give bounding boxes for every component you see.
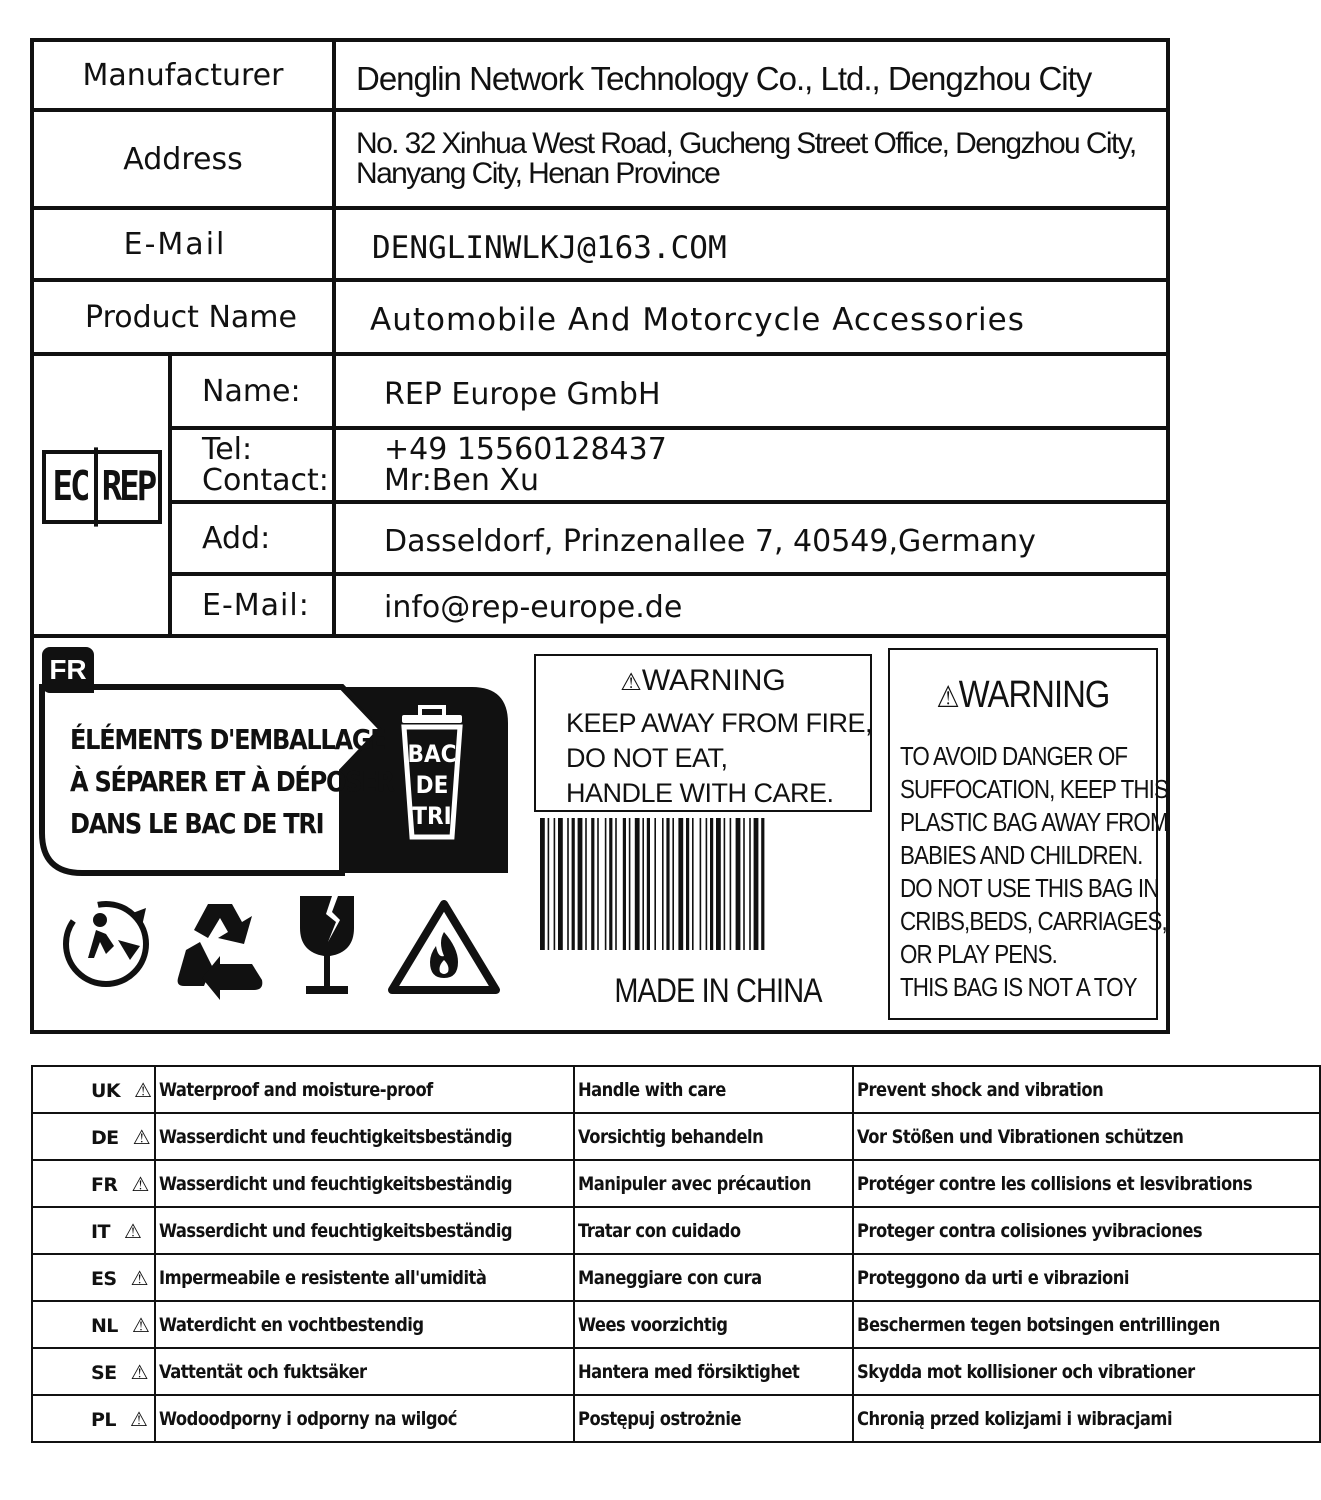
table-row bbox=[32, 1207, 1320, 1254]
barcode-bar bbox=[605, 818, 607, 950]
table-cell bbox=[155, 1207, 574, 1254]
warning-title-text: WARNING bbox=[641, 664, 786, 697]
cell-text: Wees voorzichtig bbox=[577, 1313, 728, 1336]
table-cell bbox=[155, 1348, 574, 1395]
barcode-bar bbox=[567, 818, 569, 950]
recycle-arrows-icon bbox=[174, 894, 266, 998]
bin-text-2: DE bbox=[415, 771, 449, 799]
barcode-bar bbox=[609, 818, 612, 950]
ec-rep-logo-right: REP bbox=[101, 463, 155, 511]
barcode-bar bbox=[585, 818, 587, 950]
warning-triangle-icon: ⚠ bbox=[130, 1265, 148, 1290]
rep-tel-value: +49 15560128437 bbox=[384, 432, 667, 467]
address-line-2: Nanyang City, Henan Province bbox=[356, 157, 720, 190]
table-cell bbox=[155, 1160, 574, 1207]
email-value: DENGLINWLKJ@163.COM bbox=[372, 230, 727, 266]
warning-triangle-icon: ⚠ bbox=[133, 1077, 152, 1102]
cell-text: Waterproof and moisture-proof bbox=[159, 1078, 434, 1101]
barcode-bar bbox=[578, 818, 583, 950]
language-code-cell bbox=[32, 1348, 155, 1395]
table-cell bbox=[853, 1395, 1320, 1442]
barcode-bar bbox=[662, 818, 664, 950]
address-label: Address bbox=[123, 141, 243, 177]
rep-add-label: Add: bbox=[202, 520, 271, 556]
warning-line: DO NOT USE THIS BAG IN bbox=[900, 873, 1159, 903]
rep-contact-label: Contact: bbox=[202, 463, 329, 498]
language-code-cell bbox=[32, 1160, 155, 1207]
multilingual-handling-table bbox=[31, 1065, 1321, 1443]
language-code-cell bbox=[32, 1066, 155, 1113]
barcode-bar bbox=[558, 818, 563, 950]
table-cell bbox=[155, 1066, 574, 1113]
table-cell bbox=[574, 1207, 853, 1254]
cell-text: Vorsichtig behandeln bbox=[577, 1125, 764, 1148]
table-cell bbox=[574, 1301, 853, 1348]
table-row bbox=[32, 1301, 1320, 1348]
table-cell bbox=[574, 1254, 853, 1301]
warning-line: HANDLE WITH CARE. bbox=[566, 778, 834, 808]
triman-line-2: À SÉPARER ET À DÉPOSER bbox=[70, 765, 394, 798]
language-code: PL bbox=[91, 1408, 116, 1431]
warning-triangle-icon: ⚠ bbox=[132, 1124, 150, 1149]
fragile-glass-icon bbox=[296, 894, 358, 998]
warning-body bbox=[566, 706, 872, 811]
warning-triangle-icon: ⚠ bbox=[129, 1406, 148, 1431]
table-cell bbox=[155, 1301, 574, 1348]
table-row bbox=[32, 1395, 1320, 1442]
cell-text: Wodoodporny i odporny na wilgoć bbox=[159, 1407, 458, 1430]
bin-text-3: TRI bbox=[412, 802, 452, 830]
table-cell bbox=[853, 1160, 1320, 1207]
made-in-text: MADE IN CHINA bbox=[614, 972, 822, 1010]
table-cell bbox=[853, 1254, 1320, 1301]
language-code: ES bbox=[91, 1267, 117, 1290]
table-cell bbox=[574, 1160, 853, 1207]
address-value bbox=[336, 112, 1166, 206]
warning-line: TO AVOID DANGER OF bbox=[900, 741, 1128, 771]
barcode bbox=[538, 818, 870, 950]
table-cell bbox=[853, 1113, 1320, 1160]
cell-text: Wasserdicht und feuchtigkeitsbeständig bbox=[159, 1219, 513, 1242]
barcode-bar bbox=[615, 818, 617, 950]
rep-tel-contact-value bbox=[336, 430, 1166, 500]
barcode-bar bbox=[716, 818, 721, 950]
triman-text bbox=[70, 719, 394, 845]
cell-text: Prevent shock and vibration bbox=[856, 1078, 1104, 1101]
cell-text: Postępuj ostrożnie bbox=[577, 1407, 741, 1430]
barcode-bar bbox=[548, 818, 550, 950]
table-cell bbox=[155, 1395, 574, 1442]
barcode-bar bbox=[597, 818, 599, 950]
barcode-bar bbox=[692, 818, 694, 950]
cell-text: Tratar con cuidado bbox=[577, 1219, 741, 1242]
warning-triangle-icon: ⚠ bbox=[123, 1218, 142, 1243]
table-cell bbox=[574, 1066, 853, 1113]
cell-text: Impermeabile e resistente all'umidità bbox=[159, 1266, 487, 1289]
barcode-bar bbox=[623, 818, 626, 950]
barcode-bar bbox=[654, 818, 656, 950]
table-cell bbox=[155, 1113, 574, 1160]
language-code: NL bbox=[91, 1314, 118, 1337]
language-code: UK bbox=[91, 1079, 120, 1102]
warning-line: SUFFOCATION, KEEP THIS bbox=[900, 774, 1169, 804]
cell-text: Beschermen tegen botsingen entrillingen bbox=[856, 1313, 1220, 1336]
barcode-bar bbox=[672, 818, 674, 950]
barcode-bar bbox=[754, 818, 759, 950]
cell-text: Vor Stößen und Vibrationen schützen bbox=[856, 1125, 1184, 1148]
cell-text: Hantera med försiktighet bbox=[577, 1360, 800, 1383]
barcode-bar bbox=[591, 818, 594, 950]
flammable-warning-icon bbox=[386, 898, 502, 998]
rep-email-label: E-Mail: bbox=[202, 587, 310, 623]
tidyman-recycle-icon bbox=[60, 894, 152, 994]
address-line-1: No. 32 Xinhua West Road, Gucheng Street Office, Dengzhou City, bbox=[356, 127, 1136, 160]
barcode-bar bbox=[635, 818, 640, 950]
table-row bbox=[32, 1348, 1320, 1395]
barcode-bar bbox=[572, 818, 575, 950]
table-cell bbox=[574, 1395, 853, 1442]
language-code-cell bbox=[32, 1113, 155, 1160]
rep-tel-label: Tel: bbox=[202, 432, 253, 467]
barcode-bar bbox=[666, 818, 669, 950]
warning-triangle-icon: ⚠ bbox=[131, 1171, 149, 1196]
manufacturer-label: Manufacturer bbox=[82, 57, 284, 93]
email-label: E-Mail bbox=[123, 226, 227, 262]
table-cell bbox=[155, 1254, 574, 1301]
ec-rep-logo-left: EC bbox=[46, 447, 98, 526]
warning-line: PLASTIC BAG AWAY FROM bbox=[900, 807, 1168, 837]
cell-text: Maneggiare con cura bbox=[577, 1266, 762, 1289]
product-name-label: Product Name bbox=[85, 299, 297, 335]
cell-text: Vattentät och fuktsäker bbox=[159, 1360, 367, 1383]
barcode-bar bbox=[540, 818, 545, 950]
barcode-bar bbox=[647, 818, 650, 950]
barcode-bar bbox=[730, 818, 732, 950]
table-row bbox=[32, 1254, 1320, 1301]
table-row bbox=[32, 1066, 1320, 1113]
cell-text: Proteger contra colisiones yvibraciones bbox=[856, 1219, 1202, 1242]
rep-name-label: Name: bbox=[202, 373, 301, 409]
barcode-bar bbox=[743, 818, 745, 950]
cell-text: Wasserdicht und feuchtigkeitsbeständig bbox=[159, 1172, 513, 1195]
language-code-cell bbox=[32, 1207, 155, 1254]
warning-line: DO NOT EAT, bbox=[566, 743, 728, 773]
language-code-cell bbox=[32, 1254, 155, 1301]
rep-add-value: Dasseldorf, Prinzenallee 7, 40549,Germany bbox=[384, 523, 1036, 559]
warning-line: THIS BAG IS NOT A TOY bbox=[900, 972, 1137, 1002]
table-cell bbox=[853, 1207, 1320, 1254]
table-cell bbox=[574, 1113, 853, 1160]
triman-line-3: DANS LE BAC DE TRI bbox=[70, 807, 324, 840]
barcode-bar bbox=[724, 818, 726, 950]
barcode-bar bbox=[678, 818, 683, 950]
warning-triangle-icon: ⚠ bbox=[130, 1359, 148, 1384]
warning-title bbox=[536, 664, 870, 698]
warning-line: CRIBS,BEDS, CARRIAGES, bbox=[900, 906, 1167, 936]
warning-title-text: WARNING bbox=[958, 674, 1110, 716]
warning-body bbox=[900, 740, 1168, 1004]
fr-tag: FR bbox=[42, 647, 94, 693]
table-cell bbox=[853, 1301, 1320, 1348]
triman-line-1: ÉLÉMENTS D'EMBALLAGE bbox=[70, 723, 386, 756]
barcode-bar bbox=[749, 818, 751, 950]
barcode-bar bbox=[700, 818, 702, 950]
rep-tel-contact-label bbox=[172, 430, 332, 500]
language-code: IT bbox=[91, 1220, 110, 1243]
language-code: DE bbox=[91, 1126, 119, 1149]
language-code-cell bbox=[32, 1301, 155, 1348]
warning-box-suffocation bbox=[888, 648, 1169, 1020]
table-row bbox=[32, 1113, 1320, 1160]
warning-triangle-icon: ⚠ bbox=[936, 681, 959, 714]
barcode-bar bbox=[710, 818, 713, 950]
rep-email-value: info@rep-europe.de bbox=[384, 589, 683, 625]
cell-text: Wasserdicht und feuchtigkeitsbeständig bbox=[159, 1125, 513, 1148]
cell-text: Protéger contre les collisions et lesvibrations bbox=[856, 1172, 1252, 1195]
manufacturer-value: Denglin Network Technology Co., Ltd., Dengzhou City bbox=[356, 60, 1092, 97]
product-name-value: Automobile And Motorcycle Accessories bbox=[370, 302, 1025, 338]
table-row bbox=[32, 1160, 1320, 1207]
rep-contact-value: Mr:Ben Xu bbox=[384, 463, 539, 498]
bin-text-1: BAC bbox=[407, 740, 457, 768]
table-cell bbox=[574, 1348, 853, 1395]
warning-box-fire bbox=[534, 654, 872, 812]
language-code: SE bbox=[91, 1361, 117, 1384]
warning-line: BABIES AND CHILDREN. bbox=[900, 840, 1143, 870]
language-code-cell bbox=[32, 1395, 155, 1442]
warning-triangle-icon: ⚠ bbox=[131, 1312, 150, 1337]
triman-sorting-badge bbox=[42, 687, 508, 873]
ec-rep-logo bbox=[42, 450, 162, 524]
barcode-bar bbox=[642, 818, 644, 950]
product-label bbox=[30, 38, 1170, 1034]
cell-text: Handle with care bbox=[577, 1078, 726, 1101]
barcode-bar bbox=[686, 818, 689, 950]
warning-triangle-icon: ⚠ bbox=[620, 669, 642, 696]
barcode-bar bbox=[554, 818, 556, 950]
barcode-bar bbox=[706, 818, 708, 950]
cell-text: Manipuler avec précaution bbox=[577, 1172, 811, 1195]
table-cell bbox=[853, 1066, 1320, 1113]
barcode-bar bbox=[629, 818, 631, 950]
warning-line: KEEP AWAY FROM FIRE, bbox=[566, 708, 873, 738]
cell-text: Waterdicht en vochtbestendig bbox=[159, 1313, 424, 1336]
rep-name-value: REP Europe GmbH bbox=[384, 376, 661, 412]
cell-text: Chronią przed kolizjami i wibracjami bbox=[856, 1407, 1172, 1430]
barcode-bar bbox=[736, 818, 741, 950]
warning-title bbox=[909, 674, 1138, 717]
cell-text: Proteggono da urti e vibrazioni bbox=[856, 1266, 1129, 1289]
barcode-bar bbox=[761, 818, 764, 950]
cell-text: Skydda mot kollisioner och vibrationer bbox=[856, 1360, 1195, 1383]
warning-line: OR PLAY PENS. bbox=[900, 939, 1058, 969]
language-code: FR bbox=[91, 1173, 118, 1196]
table-cell bbox=[853, 1348, 1320, 1395]
